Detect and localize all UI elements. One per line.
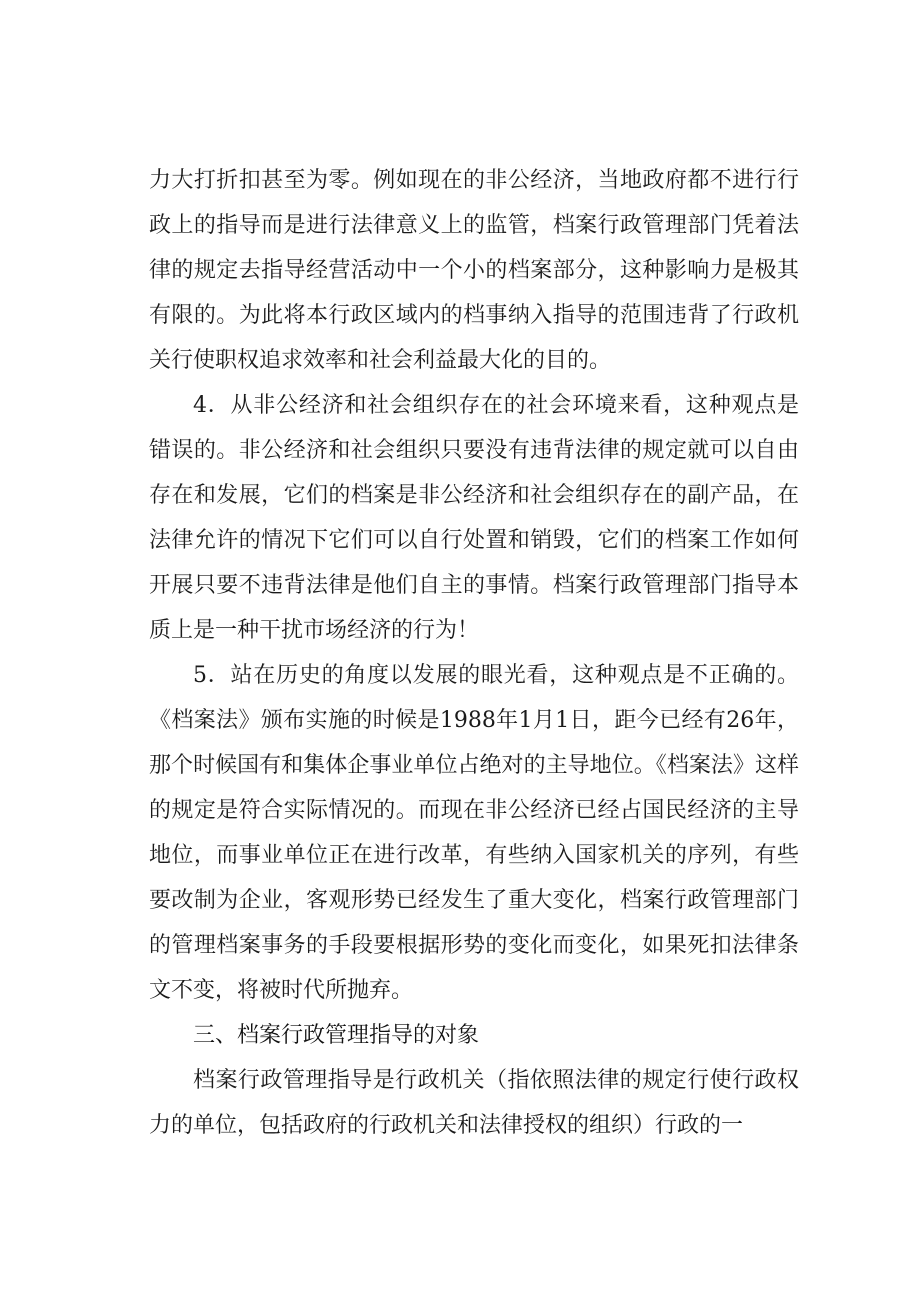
paragraph-section-intro: 档案行政管理指导是行政机关（指依照法律的规定行使行政权力的单位，包括政府的行政机关和法律授权的组织）行政的一 bbox=[149, 1068, 799, 1138]
paragraph-continuation: 力大打折扣甚至为零。例如现在的非公经济，当地政府都不进行行政上的指导而是进行法律意义上的监管，档案行政管理部门凭着法律的规定去指导经营活动中一个小的档案部分，这种影响力是极其有限的。为此将本行政区域内的档事纳入指导的范围违背了行政机关行使职权追求效率和社会利益最大化的目的。 bbox=[149, 168, 799, 373]
paragraph-point-4: 4．从非公经济和社会组织存在的社会环境来看，这种观点是错误的。非公经济和社会组织只要没有违背法律的规定就可以自由存在和发展，它们的档案是非公经济和社会组织存在的副产品，在法律允许的情况下它们可以自行处置和销毁，它们的档案工作如何开展只要不违背法律是他们自主的事情。档案行政管理部门指导本质上是一种干扰市场经济的行为！ bbox=[149, 393, 799, 643]
section-heading: 三、档案行政管理指导的对象 bbox=[193, 1023, 480, 1048]
paragraph-point-5: 5．站在历史的角度以发展的眼光看，这种观点是不正确的。《档案法》颁布实施的时候是1988年1月1日，距今已经有26年，那个时候国有和集体企事业单位占绝对的主导地位。《档案法》这样的规定是符合实际情况的。而现在非公经济已经占国民经济的主导地位，而事业单位正在进行改革，有些纳入国家机关的序列，有些要改制为企业，客观形势已经发生了重大变化，档案行政管理部门的管理档案事务的手段要根据形势的变化而变化，如果死扣法律条文不变，将被时代所抛弃。 bbox=[149, 663, 799, 1003]
document-body bbox=[149, 158, 799, 1148]
